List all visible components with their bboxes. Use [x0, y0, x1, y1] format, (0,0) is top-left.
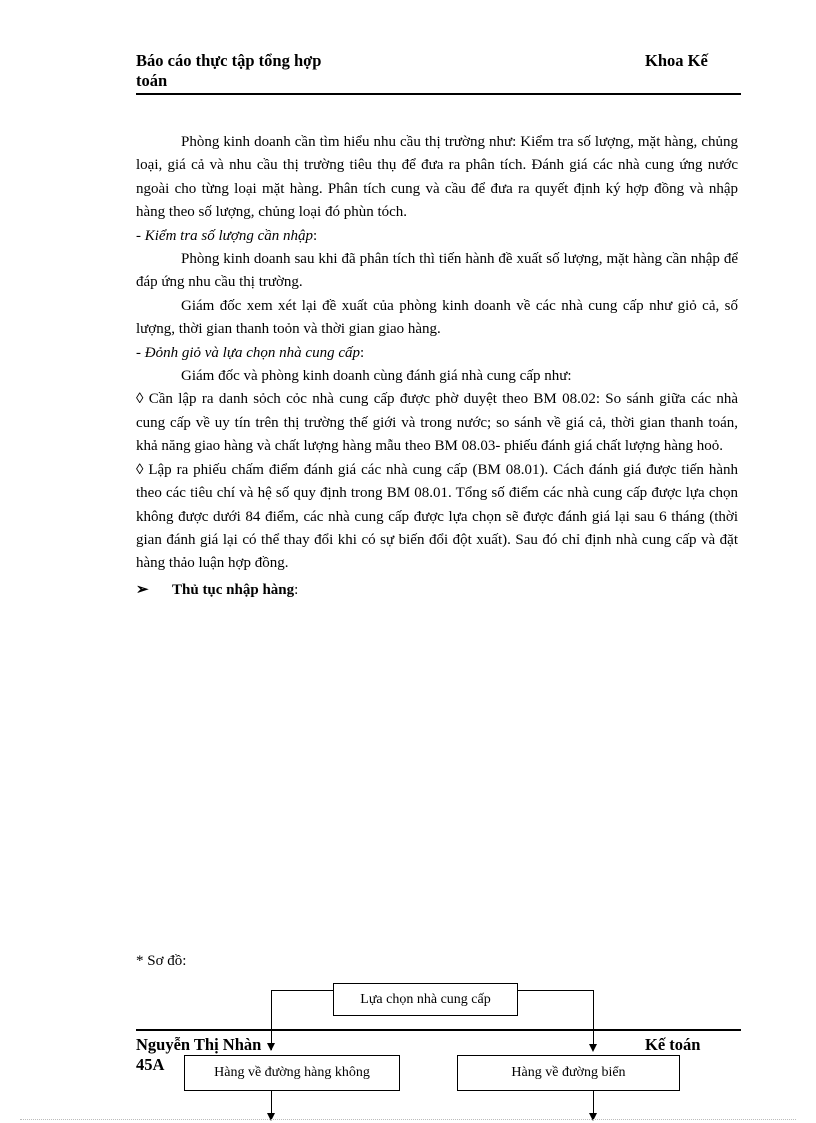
heading-text: Kiểm tra số lượng cần nhập [144, 227, 314, 244]
paragraph-supplier-list: ◊ Cần lập ra danh sỏch cỏc nhà cung cấp được phờ duyệt theo BM 08.02: So sánh giữa các nhà cung cấp về uy tín trên thị trường thế giới và trong nước; so sánh về giá cả, thời gian thanh toán, khả năng giao hàng và chất lượng hàng mẫu theo BM 08.03- phiếu đánh giá chất lượng hàng hoỏ. [136, 391, 738, 455]
footer-dept: Kế toán [645, 1035, 701, 1054]
arrow-down-icon [589, 1044, 597, 1052]
heading-text: Đỏnh giỏ và lựa chọn nhà cung cấp [144, 344, 360, 361]
box-air-transport: Hàng về đường hàng không [184, 1055, 400, 1091]
connector-line [271, 990, 272, 1050]
header-title-line1: Báo cáo thực tập tổng hợp [136, 51, 322, 70]
arrow-down-icon [267, 1043, 275, 1051]
header-dept: Khoa Kế [645, 51, 708, 70]
heading-suffix: : [359, 344, 365, 361]
footer-name-line1: Nguyễn Thị Nhàn [136, 1035, 262, 1054]
heading-suffix: : [313, 227, 318, 244]
header-rule [136, 93, 741, 95]
connector-line [593, 1091, 594, 1115]
section-title: Thủ tục nhập hàng [172, 581, 295, 598]
connector-line [271, 990, 334, 991]
header-title-line2: toán [136, 71, 168, 90]
section-import-procedure [136, 579, 738, 602]
connector-line [593, 990, 594, 1046]
footer-rule [136, 1029, 741, 1031]
box-select-supplier: Lựa chọn nhà cung cấp [333, 983, 518, 1016]
paragraph-director-review: Giám đốc xem xét lại đề xuất của phòng kinh doanh về các nhà cung cấp như giỏ cả, số lượng, thời gian thanh toỏn và thời gian giao hàng. [136, 297, 738, 338]
diagram-label: * Sơ đồ: [136, 953, 187, 969]
connector-line [271, 1091, 272, 1115]
section-suffix: : [294, 581, 299, 598]
paragraph-market-needs: Phòng kinh doanh cần tìm hiểu nhu cầu thị trường như: Kiểm tra số lượng, mặt hàng, chủng loại, giá cả và nhu cầu thị trường tiêu thụ để đưa ra phân tích. Đánh giá các nhà cung ứng nước ngoài cho từng loại mặt hàng. Phân tích cung và cầu để đưa ra quyết định ký hợp đồng và nhập hàng theo số lượng, chủng loại đó phùn tóch. [136, 134, 738, 221]
heading-prefix: - [136, 227, 145, 244]
paragraph-scoring: ◊ Lập ra phiếu chấm điểm đánh giá các nhà cung cấp (BM 08.01). Cách đánh giá được tiến hành theo các tiêu chí và hệ số quy định trong BM 08.01. Tổng số điểm các nhà cung cấp được lựa chọn không được dưới 84 điểm, các nhà cung cấp được lựa chọn sẽ được đánh giá lại sau 6 tháng (thời gian đánh giá lại có thể thay đổi khi có sự biến đổi đột xuất). Sau đó chỉ định nhà cung cấp và đặt hàng thảo luận hợp đồng. [136, 461, 738, 572]
paragraph-propose-quantity: Phòng kinh doanh sau khi đã phân tích thì tiến hành đề xuất số lượng, mặt hàng cần nhập để đáp ứng nhu cầu thị trường. [136, 251, 738, 291]
footer-name-line2: 45A [136, 1055, 165, 1074]
heading-check-quantity [136, 225, 738, 248]
body-text [136, 131, 738, 602]
heading-prefix: - [136, 344, 145, 361]
box-sea-transport: Hàng về đường biển [457, 1055, 680, 1091]
page-bottom-divider [20, 1119, 796, 1120]
header-title [136, 51, 321, 91]
arrow-bullet-icon: ➢ [136, 581, 149, 598]
heading-evaluate-supplier [136, 342, 738, 365]
paragraph-joint-evaluation: Giám đốc và phòng kinh doanh cùng đánh giá nhà cung cấp như: [181, 368, 572, 385]
connector-line [517, 990, 594, 991]
